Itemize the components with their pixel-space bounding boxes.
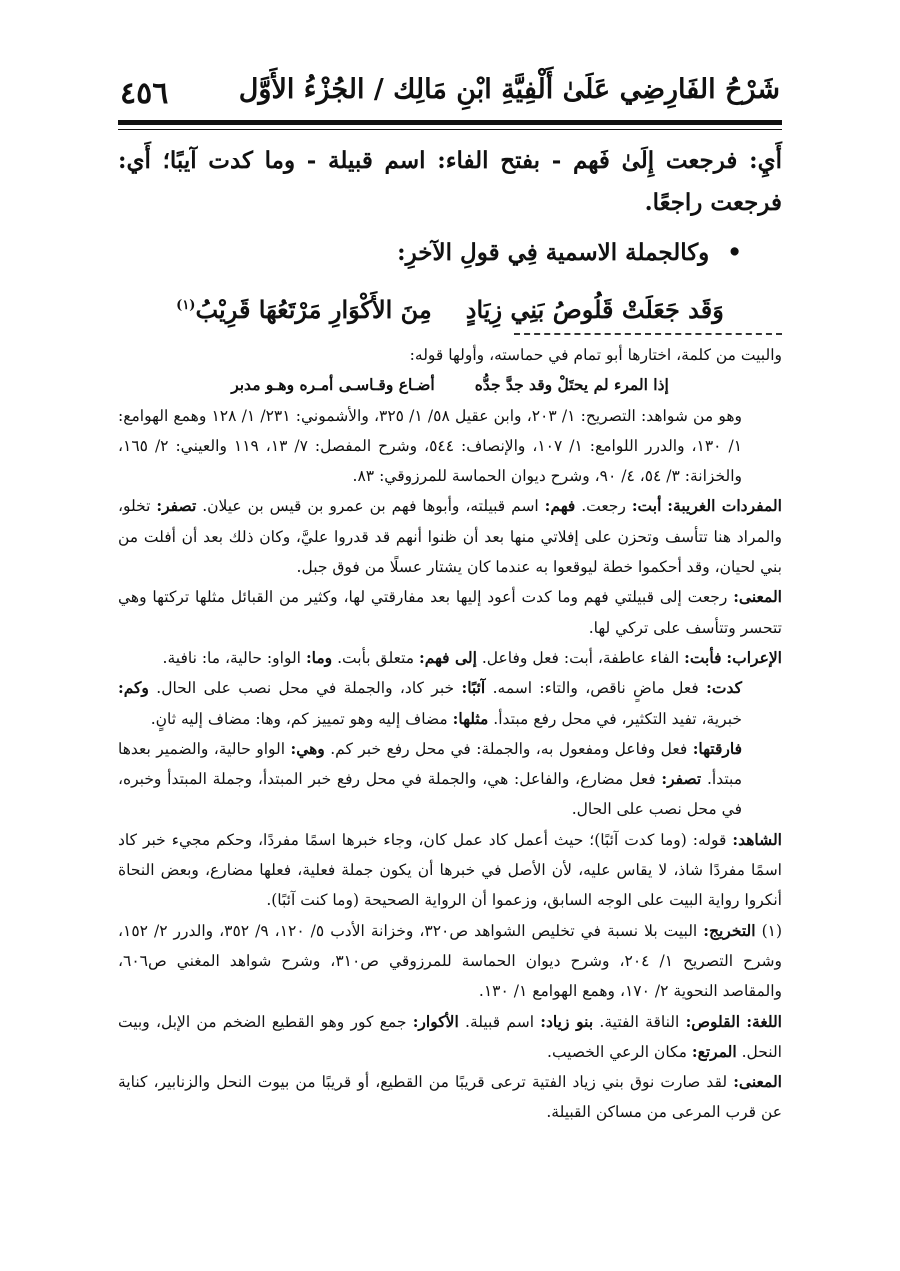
note-parsing-2: كدت: فعل ماضٍ ناقص، والتاء: اسمه. آئبًا: خبر كاد، والجملة في محل نصب على الحال. وكم: خبرية، تفيد التكثير، في محل رفع مبتدأ. مثلها: مضاف إليه وهو تمييز كم، وها: مضاف إليه ثانٍ. xyxy=(118,678,742,728)
note-evidence: الشاهد: قوله: (وما كدت آئبًا)؛ حيث أعمل كاد عمل كان، وجاء خبرها اسمًا مفردًا، وحكم مجيء خبر كاد اسمًا مفردًا شاذ، لا يقاس عليه، لأن الأصل في خبرها أن يكون جملة فعلية، فعلها مضارع، وبعض النحاة أنكروا رواية البيت على الوجه السابق، وزعموا أن الرواية الصحيحة (وما كنت آئبًا). xyxy=(118,829,782,910)
bullet-icon: • xyxy=(727,239,742,266)
note-intro: والبيت من كلمة، اختارها أبو تمام في حماسته، وأولها قوله: xyxy=(409,346,782,364)
running-title: شَرْحُ الفَارِضِي عَلَىٰ أَلْفِيَّةِ ابْنِ مَالِك / الجُزْءُ الأَوَّل xyxy=(238,74,780,105)
note-parsing: الإعراب: فأبت: الفاء عاطفة، أبت: فعل وفاعل. إلى فهم: متعلق بأبت. وما: الواو: حالية، ما: نافية. xyxy=(162,647,782,667)
footnote-separator xyxy=(514,333,782,335)
poem-first-hemistich: إذا المرء لم يحتَلْ وقد جدَّ جدُّه xyxy=(474,375,669,395)
page-number: ٤٥٦ xyxy=(120,76,169,111)
header-rule-thick xyxy=(118,120,782,125)
note-meaning: المعنى: رجعت إلى قبيلتي فهم وما كدت أعود إليها بعد مفارقتي لها، وكثير من القبائل مثلها تركتها وهي تتحسر وتتأسف على تركي لها. xyxy=(118,587,782,637)
footnotes xyxy=(118,340,782,1128)
page-header xyxy=(120,72,780,116)
note-vocabulary: المفردات الغريبة: أبت: رجعت. فهم: اسم قبيلته، وأبوها فهم بن عمرو بن قيس بن عيلان. تصفر: تخلو، والمراد هنا تتأسف وتحزن على إفلاتي منها بعد أن ظنوا أنهم قد قدروا عليَّ، وكان ذلك بعد أن أفلت من بني لحيان، وقد أحكموا خطة ليوقعوا به عندما كان يشتار عسلًا من فوق جبل. xyxy=(118,496,782,577)
main-paragraph: أَيِ: فرجعت إِلَىٰ فَهم - بفتح الفاء: اسم قبيلة - وما كدت آيبًا؛ أَي: فرجعت راجعًا. xyxy=(118,147,782,216)
header-rule-thin xyxy=(118,129,782,130)
note-poem-line xyxy=(118,370,782,400)
note-language: اللغة: القلوص: الناقة الفتية. بنو زياد: اسم قبيلة. الأكوار: جمع كور وهو القطيع الضخم من الإبل، وبيت النحل. المرتع: مكان الرعي الخصيب. xyxy=(118,1011,782,1061)
main-text xyxy=(118,140,782,334)
verse-first-hemistich: وَقَد جَعَلَتْ قَلُوصُ بَنِي زِيَادٍ xyxy=(465,295,724,324)
bullet-heading xyxy=(118,230,742,276)
poem-second-hemistich: أضـاع وقـاسـى أمـره وهـو مدبر xyxy=(231,375,435,395)
verse-line xyxy=(118,282,782,334)
footnote-1: (١) التخريج: البيت بلا نسبة في تخليص الشواهد ص٣٢٠، وخزانة الأدب ٥/ ١٢٠، ٩/ ٣٥٢، والدرر ٢/ ١٥٢، وشرح التصريح ١/ ٢٠٤، وشرح ديوان الحماسة للمرزوقي ص٣١٠، وشرح شواهد المغني ص٦٠٦، والمقاصد النحوية ٢/ ١٧٠، وهمع الهوامع ١/ ١٣٠. xyxy=(118,920,783,1001)
verse-second-hemistich: مِنَ الأَكْوَارِ مَرْتَعُهَا قَرِيْبُ xyxy=(195,295,432,324)
note-sources: وهو من شواهد: التصريح: ١/ ٢٠٣، وابن عقيل ٥٨/ ١/ ٣٢٥، والأشموني: ٢٣١/ ١/ ١٢٨ وهمع الهوامع: ١/ ١٣٠، والدرر اللوامع: ١/ ١٠٧، والإنصاف: ٥٤٤، وشرح المفصل: ٧/ ١٣، ١١٩ والعيني: ٢/ ١٦٥، والخزانة: ٣/ ٥٤، ٤/ ٩٠، وشرح ديوان الحماسة للمرزوقي: ٨٣. xyxy=(118,406,743,486)
footnote-ref: (١) xyxy=(176,298,196,313)
note-meaning-2: المعنى: لقد صارت نوق بني زياد الفتية ترعى قريبًا من القطيع، أو قريبًا من بيوت النحل والزنابير، كناية عن قرب المرعى من مساكن القبيلة. xyxy=(118,1072,782,1122)
bullet-text: وكالجملة الاسمية فِي قولِ الآخرِ: xyxy=(397,239,710,266)
note-parsing-3: فارقتها: فعل وفاعل ومفعول به، والجملة: في محل رفع خبر كم. وهي: الواو حالية، والضمير بعدها مبتدأ. تصفر: فعل مضارع، والفاعل: هي، والجملة في محل رفع خبر المبتدأ، وجملة المبتدأ وخبره، في محل نصب على الحال. xyxy=(118,738,742,819)
